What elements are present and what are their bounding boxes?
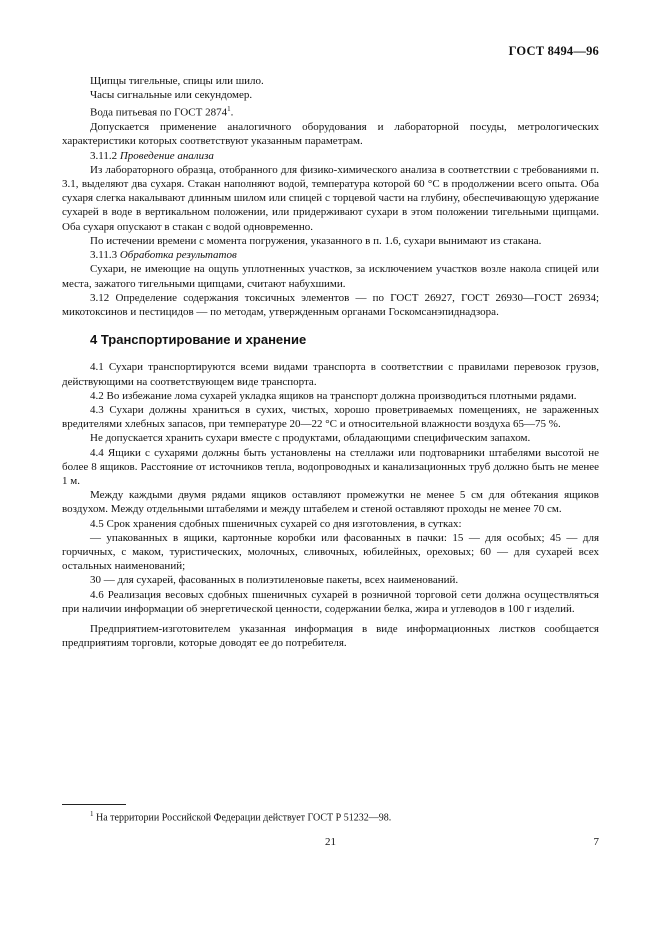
paragraph: — упакованных в ящики, картонные коробки или фасованных в пачки: 15 — для особых; 45 — для горчичных, с маком, туристических, молочных, сливочных, юбилейных, ореховых; 60 — для сухарей всех остальных наименований; [62,531,599,573]
subsection-heading [62,149,599,163]
subsection-number: 3.11.2 [90,149,118,162]
paragraph: 4.4 Ящики с сухарями должны быть установлены на стеллажи или подтоварники штабелями высотой не более 8 ящиков. Расстояние от источников тепла, водопроводных и канализационных труб должно быть не менее 1 м. [62,446,599,487]
center-number: 21 [325,836,336,848]
list-item [62,102,599,120]
subsection-title: Обработка результатов [119,249,237,262]
page-number: 7 [593,836,599,848]
subsection-title: Проведение анализа [119,149,214,162]
document-code: ГОСТ 8494—96 [508,44,599,58]
water-spec: Вода питьевая по ГОСТ 2874 [90,107,228,120]
paragraph: 30 — для сухарей, фасованных в полиэтиленовые пакеты, всех наименований. [90,574,459,587]
footnote-ref: 1 [227,105,231,114]
footnote-text: На территории Российской Федерации действует ГОСТ Р 51232—98. [93,812,392,824]
paragraph: 3.12 Определение содержания токсичных элементов — по ГОСТ 26927, ГОСТ 26930—ГОСТ 26934; микотоксинов и пестицидов — по методам, утвержденным органами Госкомсанэпиднадзора. [62,291,599,318]
paragraph: 4.1 Сухари транспортируются всеми видами транспорта в соответствии с правилами перевозок грузов, действующими на соответствующем виде транспорта. [62,361,599,388]
section-heading: 4 Транспортирование и хранение [90,332,307,348]
paragraph: Между каждыми двумя рядами ящиков оставляют промежутки не менее 5 см для обтекания ящиков воздухом. Между отдельными штабелями и между штабелем и стеной оставляют проходы не менее 70 см. [62,489,599,516]
paragraph: Предприятием-изготовителем указанная информация в виде информационных листков сообщается предприятиям торговли, которые доводят ее до потребителя. [62,622,599,650]
list-item: Часы сигнальные или секундомер. [90,89,253,102]
paragraph: Сухари, не имеющие на ощупь уплотненных участков, за исключением участков возле накола спицей или места, зажатого тигельными щипцами, считают набухшими. [62,263,599,290]
list-item: Щипцы тигельные, спицы или шило. [90,75,264,87]
period: . [230,107,234,120]
paragraph: 4.6 Реализация весовых сдобных пшеничных сухарей в розничной торговой сети должна осуществляться при наличии информации об энергетической ценности, содержании белка, жира и углеводов в 100 г изделий. [62,588,599,615]
subsection-number: 3.11.3 [90,249,118,262]
footnote [90,810,391,823]
page-body [62,74,599,650]
paragraph: Не допускается хранить сухари вместе с продуктами, обладающими специфическим запахом. [90,432,531,445]
paragraph: По истечении времени с момента погружения, указанного в п. 1.6, сухари вынимают из стакана. [90,234,542,247]
footnote-mark: 1 [90,810,94,818]
paragraph: Допускается применение аналогичного оборудования и лабораторной посуды, метрологических характеристики которых соответствуют указанным параметрам. [62,121,599,148]
paragraph: Из лабораторного образца, отобранного для физико-химического анализа в соответствии с требованиями п. 3.1, выделяют два сухаря. Стакан наполняют водой, температура которой 60 °С в продолжении всего опыта. Оба сухаря слегка накалывают длинным шилом или спицей с торцевой части на глубину, обеспечивающую удержание сухарей в воде в вертикальном положении, или придерживают сухари в этом положении тигельными щипцами. Оба сухаря опускают в стакан с водой одновременно. [62,163,599,233]
paragraph: 4.2 Во избежание лома сухарей укладка ящиков на транспорт должна производиться плотными рядами. [90,389,577,402]
subsection-heading [62,248,599,262]
footnote-divider [62,804,126,805]
paragraph: 4.3 Сухари должны храниться в сухих, чистых, хорошо проветриваемых помещениях, не зараженных вредителями хлебных запасов, при температуре 20—22 °С и относительной влажности воздуха 65—75 %. [62,403,599,431]
paragraph: 4.5 Срок хранения сдобных пшеничных сухарей со дня изготовления, в сутках: [90,517,462,530]
